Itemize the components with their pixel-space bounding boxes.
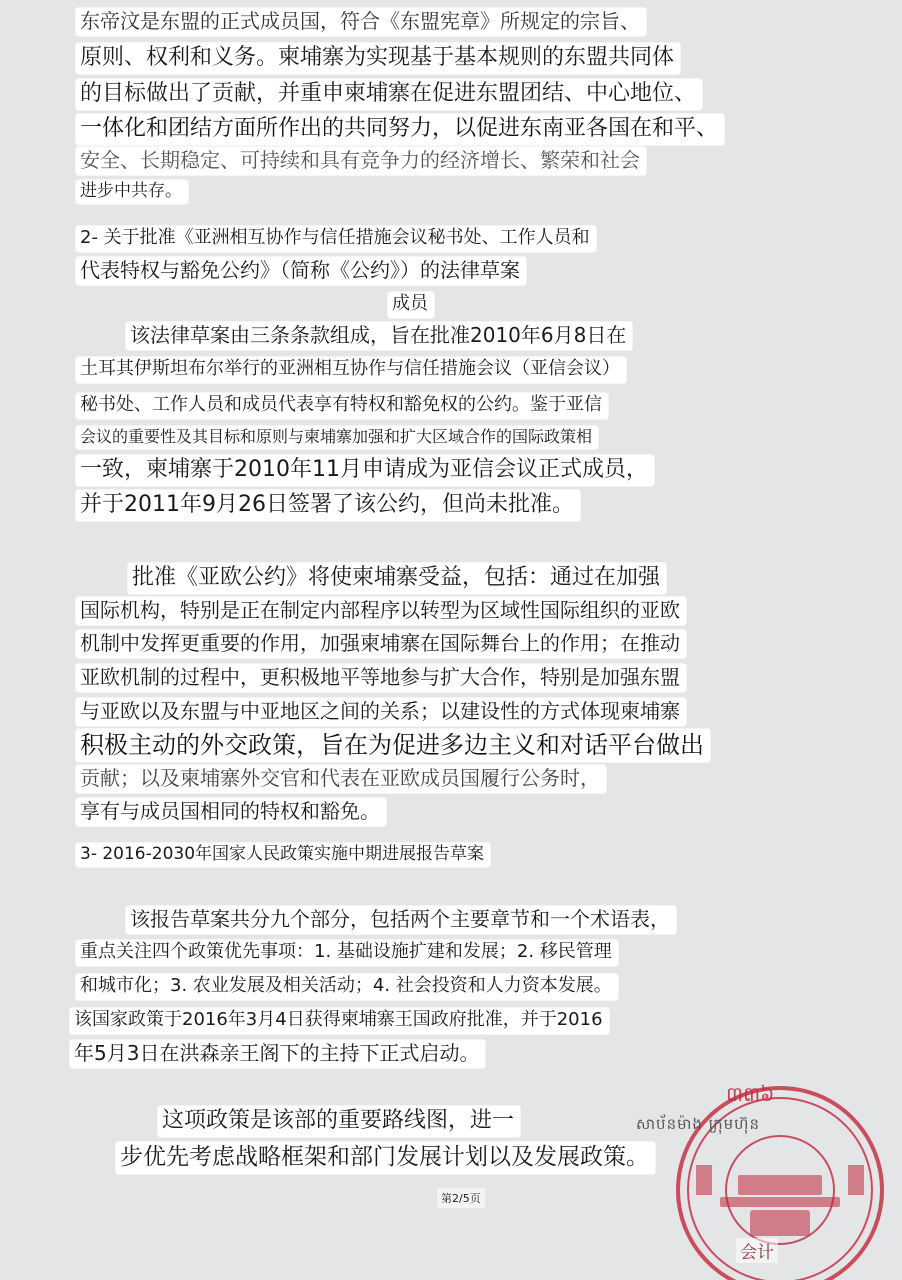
section-heading: 2- 关于批准《亚洲相互协作与信任措施会议秘书处、工作人员和 bbox=[76, 226, 596, 252]
paragraph-line: 积极主动的外交政策，旨在为促进多边主义和对话平台做出 bbox=[76, 729, 710, 762]
paragraph-line: 与亚欧以及东盟与中亚地区之间的关系；以建设性的方式体现柬埔寨 bbox=[76, 698, 686, 726]
paragraph-line: 亚欧机制的过程中，更积极地平等地参与扩大合作，特别是加强东盟 bbox=[76, 664, 686, 692]
paragraph-line: 并于2011年9月26日签署了该公约，但尚未批准。 bbox=[76, 490, 580, 521]
paragraph-line: 该报告草案共分九个部分，包括两个主要章节和一个术语表， bbox=[126, 906, 676, 934]
paragraph-line: 原则、权利和义务。柬埔寨为实现基于基本规则的东盟共同体 bbox=[76, 43, 680, 74]
paragraph-line: 和城市化；3. 农业发展及相关活动；4. 社会投资和人力资本发展。 bbox=[76, 974, 618, 1000]
paragraph-line: 重点关注四个政策优先事项：1. 基础设施扩建和发展；2. 移民管理 bbox=[76, 940, 618, 966]
paragraph-line: 会议的重要性及其目标和原则与柬埔寨加强和扩大区域合作的国际政策相 bbox=[76, 426, 598, 449]
paragraph-line: 一体化和团结方面所作出的共同努力，以促进东南亚各国在和平、 bbox=[76, 114, 724, 145]
seal-label: 会计 bbox=[736, 1238, 778, 1263]
paragraph-line: 年5月3日在洪森亲王阁下的主持下正式启动。 bbox=[70, 1040, 485, 1068]
paragraph-line: 一致，柬埔寨于2010年11月申请成为亚信会议正式成员， bbox=[76, 455, 654, 486]
paragraph-line: 机制中发挥更重要的作用，加强柬埔寨在国际舞台上的作用；在推动 bbox=[76, 630, 686, 658]
paragraph-line: 的目标做出了贡献，并重申柬埔寨在促进东盟团结、中心地位、 bbox=[76, 79, 702, 110]
paragraph-line: 步优先考虑战略框架和部门发展计划以及发展政策。 bbox=[116, 1142, 655, 1174]
section-heading: 代表特权与豁免公约》（简称《公约》）的法律草案 bbox=[76, 257, 526, 285]
seal-text: សាប័នម៉ាង ក្រុមហ៊ុន bbox=[636, 1115, 760, 1133]
paragraph-line: 该国家政策于2016年3月4日获得柬埔寨王国政府批准，并于2016 bbox=[70, 1008, 609, 1034]
paragraph-line: 享有与成员国相同的特权和豁免。 bbox=[76, 798, 386, 826]
paragraph-line: 贡献；以及柬埔寨外交官和代表在亚欧成员国履行公务时， bbox=[76, 765, 606, 793]
paragraph-line: 批准《亚欧公约》将使柬埔寨受益，包括：通过在加强 bbox=[128, 563, 666, 594]
svg-text:៣៣៦: ៣៣៦ bbox=[726, 1082, 775, 1106]
paragraph-line: 国际机构，特别是正在制定内部程序以转型为区域性国际组织的亚欧 bbox=[76, 597, 686, 625]
section-heading: 成员 bbox=[388, 292, 434, 318]
section-heading: 3- 2016-2030年国家人民政策实施中期进展报告草案 bbox=[76, 843, 490, 867]
paragraph-line: 东帝汶是东盟的正式成员国，符合《东盟宪章》所规定的宗旨、 bbox=[76, 8, 646, 36]
paragraph-line: 安全、长期稳定、可持续和具有竞争力的经济增长、繁荣和社会 bbox=[76, 147, 646, 175]
paragraph-line: 该法律草案由三条条款组成，旨在批准2010年6月8日在 bbox=[126, 322, 632, 350]
paragraph-line: 这项政策是该部的重要路线图，进一 bbox=[158, 1106, 520, 1137]
page-number: 第2/5页 bbox=[437, 1188, 485, 1208]
paragraph-line: 秘书处、工作人员和成员代表享有特权和豁免权的公约。鉴于亚信 bbox=[76, 393, 608, 419]
paragraph-line: 进步中共存。 bbox=[76, 180, 188, 204]
paragraph-line: 土耳其伊斯坦布尔举行的亚洲相互协作与信任措施会议（亚信会议） bbox=[76, 357, 626, 383]
